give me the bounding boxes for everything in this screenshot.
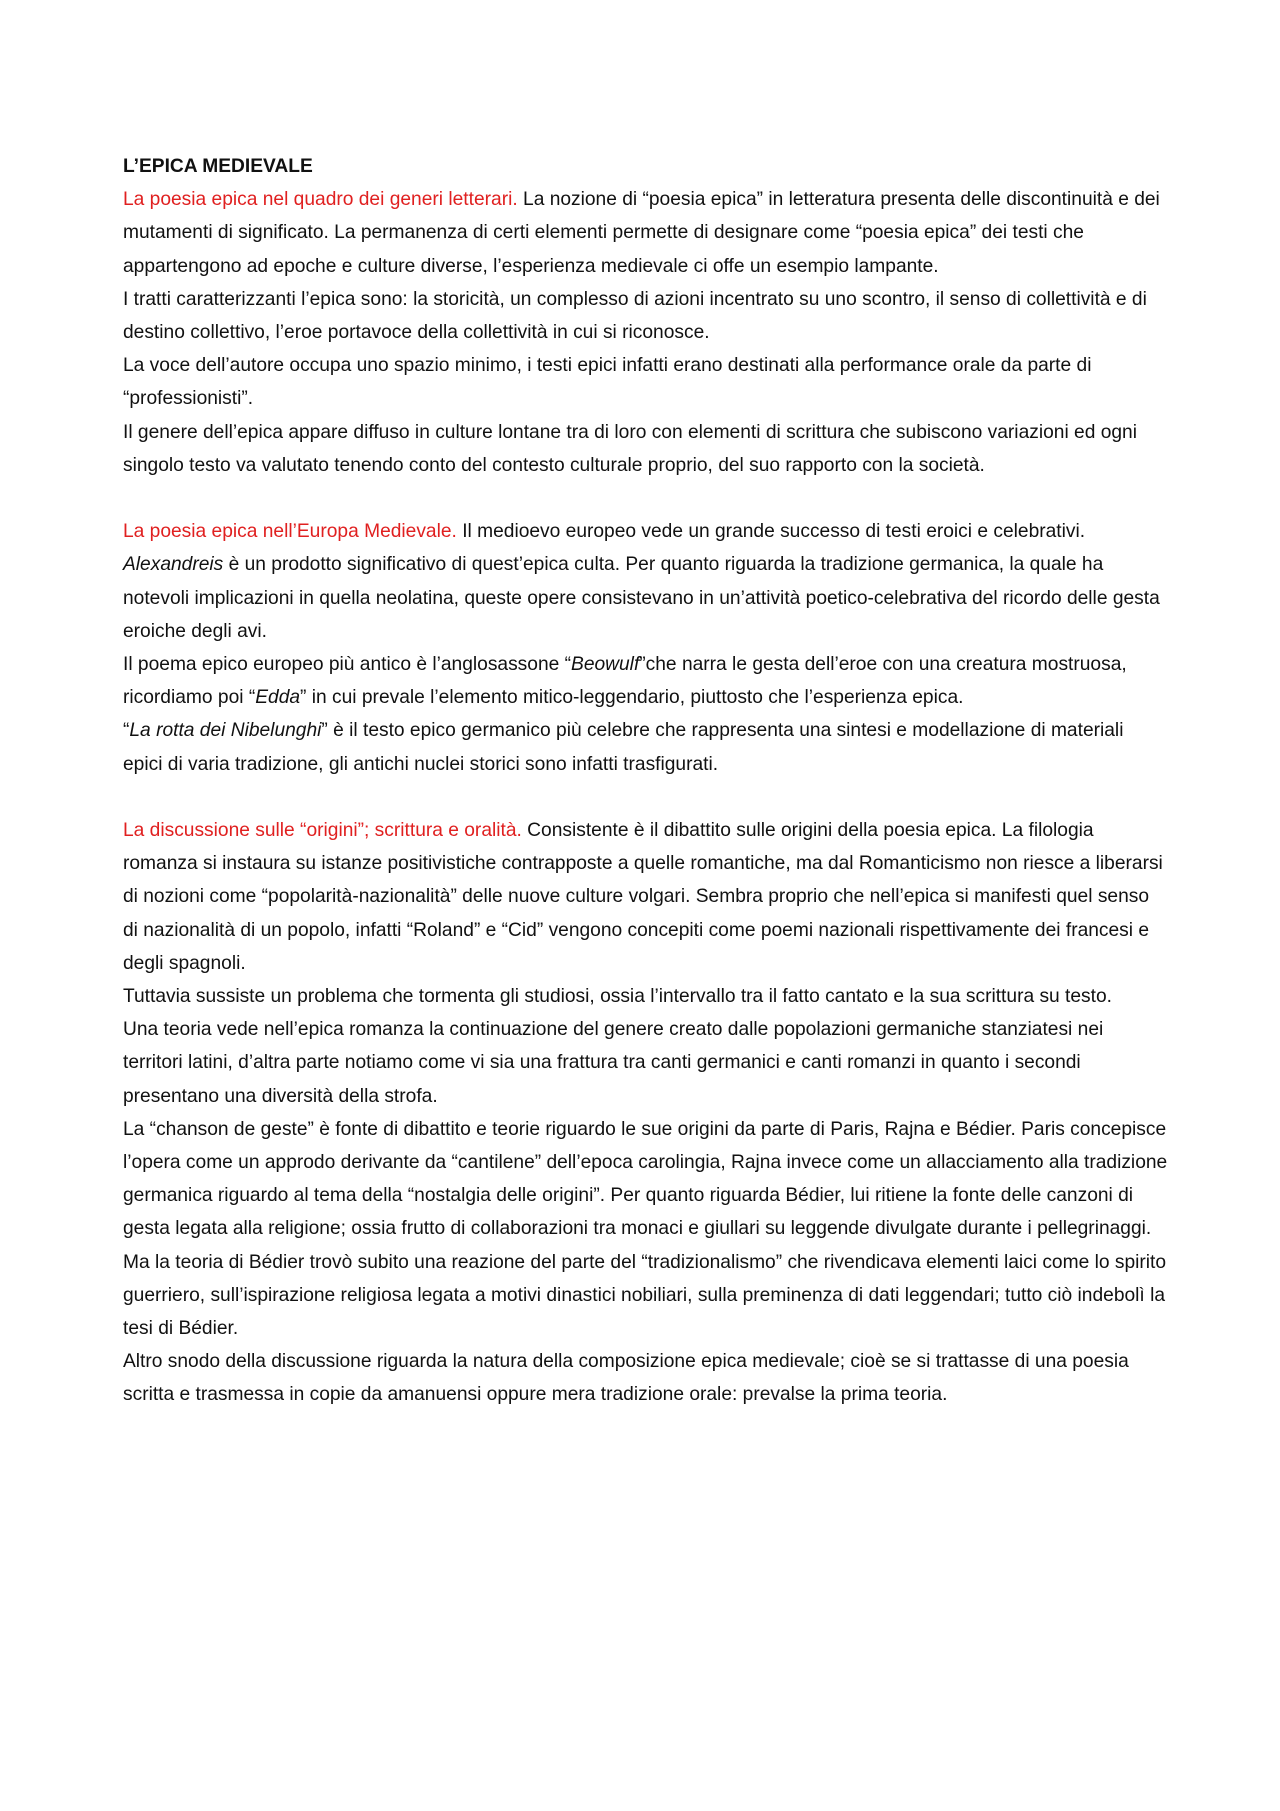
paragraph-text: Il medioevo europeo vede un grande successo di testi eroici e celebrativi. [456,521,1086,543]
section-heading: La discussione sulle “origini”; scrittura e oralità. [123,820,522,842]
document-page [123,150,1168,1445]
paragraph: Altro snodo della discussione riguarda la natura della composizione epica medievale; cioè se si trattasse di una poesia scritta e trasmessa in copie da amanuensi oppure mera tradizione orale: prevalse la prima teoria. [123,1351,1129,1406]
paragraph [123,183,1168,283]
section-genre [123,183,1168,482]
paragraph-text: La nozione di “poesia epica” in letteratura presenta delle discontinuità e dei mutamenti di significato. La permanenza di certi elementi permette di designare come “poesia epica” dei testi che appartengono ad epoche e culture diverse, l’esperienza medievale ci offe un esempio lampante. [123,189,1160,277]
paragraph-text: è un prodotto significativo di quest’epica culta. Per quanto riguarda la tradizione germanica, la quale ha notevoli implicazioni in quella neolatina, queste opere consistevano in un’attività poetico-celebrativa del ricordo delle gesta eroiche degli avi. [123,554,1160,642]
work-title: Beowulf [571,654,640,676]
paragraph: La “chanson de geste” è fonte di dibattito e teorie riguardo le sue origini da parte di Paris, Rajna e Bédier. Paris concepisce l’opera come un approdo derivante da “cantilene” dell’epoca carolingia, Rajna invece come un allacciamento alla tradizione germanica riguardo al tema della “nostalgia delle origini”. Per quanto riguarda Bédier, lui ritiene la fonte delle canzoni di gesta legata alla religione; ossia frutto di collaborazioni tra monaci e giullari su leggende divulgate durante i pellegrinaggi. [123,1118,1168,1240]
paragraph: Ma la teoria di Bédier trovò subito una reazione del parte del “tradizionalismo” che rivendicava elementi laici come lo spirito guerriero, sull’ispirazione religiosa legata a motivi dinastici nobiliari, sulla preminenza di dati leggendari; tutto ciò indebolì la tesi di Bédier. [123,1251,1167,1340]
work-title: La rotta dei Nibelunghi [129,720,322,742]
paragraph [123,714,1168,780]
section-heading: La poesia epica nell’Europa Medievale. [123,521,457,543]
paragraph-text: ” è il testo epico germanico più celebre che rappresenta una sintesi e modellazione di materiali epici di varia tradizione, gli antichi nuclei storici sono infatti trasfigurati. [123,720,1124,775]
paragraph: Una teoria vede nell’epica romanza la continuazione del genere creato dalle popolazioni germaniche stanziatesi nei territori latini, d’altra parte notiamo come vi sia una frattura tra canti germanici e canti romanzi in quanto i secondi presentano una diversità della strofa. [123,1019,1104,1107]
section-origins [123,814,1168,1412]
section-medieval-europe [123,515,1168,781]
paragraph-text: ” in cui prevale l’elemento mitico-leggendario, piuttosto che l’esperienza epica. [300,687,964,709]
work-title: Edda [255,687,301,709]
document-title: L’EPICA MEDIEVALE [123,156,313,177]
paragraph [123,648,1168,714]
paragraph: La voce dell’autore occupa uno spazio minimo, i testi epici infatti erano destinati alla performance orale da parte di “professionisti”. [123,355,1092,410]
paragraph: Il genere dell’epica appare diffuso in culture lontane tra di loro con elementi di scrittura che subiscono variazioni ed ogni singolo testo va valutato tenendo conto del contesto culturale proprio, del suo rapporto con la società. [123,421,1137,476]
paragraph-text: Il poema epico europeo più antico è l’anglosassone “ [123,654,572,676]
paragraph-text: ”che narra le gesta dell’eroe con una creatura mostruosa, ricordiamo poi “ [123,654,1127,709]
work-title: Alexandreis [123,554,224,576]
paragraph: I tratti caratterizzanti l’epica sono: la storicità, un complesso di azioni incentrato su uno scontro, il senso di collettività e di destino collettivo, l’eroe portavoce della collettività in cui si riconosce. [123,288,1147,344]
paragraph-text: Consistente è il dibattito sulle origini della poesia epica. La filologia romanza si instaura su istanze positivistiche contrapposte a quelle romantiche, ma dal Romanticismo non riesce a liberarsi di nozioni come “popolarità-nazionalità” delle nuove culture volgari. Sembra proprio che nell’epica si manifesti quel senso di nazionalità di un popolo, infatti “Roland” e “Cid” vengono concepiti come poemi nazionali rispettivamente dei francesi e degli spagnoli. [123,820,1163,974]
paragraph [123,814,1168,980]
paragraph-text: “ [123,720,130,742]
paragraph [123,515,1168,648]
paragraph: Tuttavia sussiste un problema che tormenta gli studiosi, ossia l’intervallo tra il fatto cantato e la sua scrittura su testo. [123,986,1112,1008]
section-heading: La poesia epica nel quadro dei generi letterari. [123,189,518,211]
